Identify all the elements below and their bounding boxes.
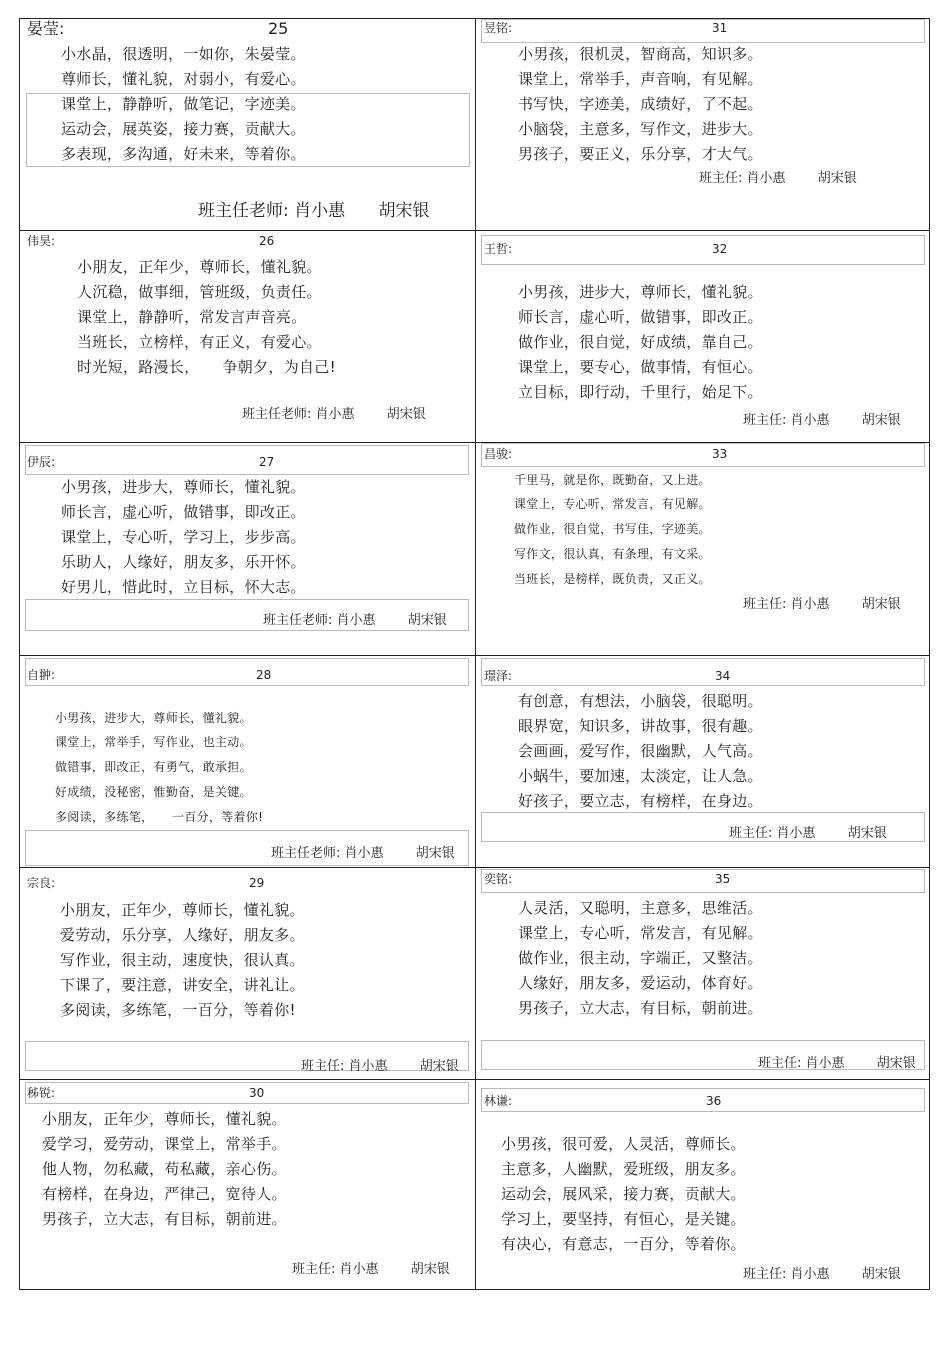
comment-line: 多阅读，多练笔，一百分，等着你!: [60, 1001, 296, 1019]
teacher-name: 肖小惠: [746, 171, 786, 186]
teacher-name: 胡宋银: [861, 413, 901, 428]
comment-card-28: [20, 656, 476, 868]
signature-label: 班主任:: [743, 1267, 787, 1282]
teacher-signature: [743, 593, 901, 612]
comment-line: 好男儿，惜此时，立目标，怀大志。: [61, 578, 306, 596]
comment-line: 小水晶，很透明，一如你，朱晏莹。: [61, 45, 306, 63]
student-name: 自翀:: [27, 668, 56, 682]
student-number: 36: [706, 1094, 722, 1108]
teacher-name: 肖小惠: [336, 613, 376, 628]
signature-label: 班主任老师:: [242, 407, 312, 422]
student-number: 25: [268, 19, 289, 38]
teacher-signature: [743, 409, 901, 428]
comment-line: 运动会，展英姿，接力赛，贡献大。: [61, 120, 306, 138]
comment-line: 运动会，展风采，接力赛，贡献大。: [501, 1185, 746, 1203]
header-box: [25, 658, 469, 686]
student-number: 28: [256, 668, 272, 682]
comment-line: 做作业，很自觉，书写佳，字迹美。: [514, 522, 711, 536]
student-name: 伊辰:: [27, 455, 56, 469]
header-box: [481, 658, 925, 686]
teacher-name: 胡宋银: [415, 846, 455, 861]
comment-line: 课堂上，专心听，常发言，有见解。: [514, 497, 711, 511]
teacher-name: 肖小惠: [790, 597, 830, 612]
comment-line: 人缘好，朋友多，爱运动，体育好。: [518, 974, 763, 992]
student-number: 29: [249, 876, 265, 890]
student-name: 秭锐:: [27, 1086, 56, 1100]
comment-line: 小朋友，正年少，尊师长，懂礼貌。: [60, 901, 305, 919]
student-name: 昱铭:: [484, 21, 513, 35]
student-name: 晏莹:: [27, 19, 65, 38]
teacher-name: 胡宋银: [861, 597, 901, 612]
header-box: [481, 235, 925, 265]
signature-label: 班主任:: [743, 597, 787, 612]
comment-line: 学习上，要坚持，有恒心，是关键。: [501, 1210, 746, 1228]
comment-card-31: [476, 19, 929, 231]
comment-card-30: [20, 1080, 476, 1289]
teacher-signature: [301, 1055, 459, 1074]
comment-card-29: [20, 868, 476, 1080]
student-name: 伟昊:: [27, 234, 56, 248]
signature-label: 班主任老师:: [198, 201, 289, 221]
student-name: 林谦:: [484, 1094, 513, 1108]
teacher-name: 胡宋银: [419, 1059, 459, 1074]
header-box: [25, 445, 469, 475]
comment-line: 师长言，虚心听，做错事，即改正。: [518, 308, 763, 326]
header-box: [481, 1088, 925, 1112]
teacher-name: 胡宋银: [847, 826, 887, 841]
comment-line: 课堂上，静静听，做笔记，字迹美。: [61, 95, 306, 113]
comment-line: 小脑袋，主意多，写作文，进步大。: [518, 120, 763, 138]
header-box: [481, 19, 925, 43]
comment-line: 小蜗牛，要加速，太淡定，让人急。: [518, 767, 763, 785]
signature-label: 班主任:: [743, 413, 787, 428]
teacher-name: 肖小惠: [315, 407, 355, 422]
comment-line: 千里马，就是你，既勤奋，又上进。: [514, 473, 711, 487]
comment-line: 小朋友，正年少，尊师长，懂礼貌。: [42, 1110, 287, 1128]
comment-card-36: [476, 1080, 929, 1289]
student-number: 32: [712, 242, 728, 256]
teacher-signature: [699, 167, 857, 186]
comment-line: 做错事，即改正，有勇气，敢承担。: [55, 760, 252, 774]
comment-line: 好成绩，没秘密，惟勤奋，是关键。: [55, 785, 252, 799]
teacher-signature: [729, 822, 887, 841]
student-name: 宗良:: [27, 876, 56, 890]
comment-line: 男孩子，立大志，有目标，朝前进。: [42, 1210, 287, 1228]
comment-line: 小男孩，很机灵，智商高，知识多。: [518, 45, 763, 63]
teacher-name: 肖小惠: [294, 201, 346, 221]
student-number: 27: [259, 455, 275, 469]
comment-line: 小男孩，进步大，尊师长，懂礼貌。: [518, 283, 763, 301]
comment-line: 爱学习，爱劳动，课堂上，常举手。: [42, 1135, 287, 1153]
teacher-name: 胡宋银: [861, 1267, 901, 1282]
comment-line: 做作业，很自觉，好成绩，靠自己。: [518, 333, 763, 351]
comment-line: 好孩子，要立志，有榜样，在身边。: [518, 792, 763, 810]
comment-line: 男孩子，立大志，有目标，朝前进。: [518, 999, 763, 1017]
comment-line: 课堂上，常举手，声音响，有见解。: [518, 70, 763, 88]
signature-label: 班主任老师:: [271, 846, 341, 861]
comment-card-34: [476, 656, 929, 868]
signature-label: 班主任:: [699, 171, 743, 186]
comment-card-26: [20, 231, 476, 443]
student-number: 34: [715, 669, 731, 683]
comment-line: 会画画，爱写作，很幽默，人气高。: [518, 742, 763, 760]
teacher-signature: [198, 196, 430, 221]
teacher-name: 胡宋银: [378, 201, 430, 221]
comment-card-25: [20, 19, 476, 231]
comment-line: 立目标，即行动，千里行，始足下。: [518, 383, 763, 401]
comment-line: 人沉稳，做事细，管班级，负责任。: [77, 283, 322, 301]
comment-line: 下课了，要注意，讲安全，讲礼让。: [60, 976, 305, 994]
comment-line: 当班长，立榜样，有正义，有爱心。: [77, 333, 322, 351]
comment-line: 师长言，虚心听，做错事，即改正。: [61, 503, 306, 521]
student-number: 35: [715, 872, 731, 886]
comment-line: 多表现，多沟通，好未来，等着你。: [61, 145, 306, 163]
comment-line: 多阅读，多练笔， 一百分，等着你!: [55, 810, 264, 824]
comment-line: 主意多，人幽默，爱班级，朋友多。: [501, 1160, 746, 1178]
comment-line: 课堂上，专心听，学习上，步步高。: [61, 528, 306, 546]
teacher-signature: [743, 1263, 901, 1282]
header-box: [481, 443, 925, 467]
teacher-signature: [242, 403, 426, 422]
comment-card-grid: [19, 18, 930, 1290]
header-box: [25, 1082, 469, 1104]
comment-line: 写作文，很认真，有条理，有文采。: [514, 547, 711, 561]
teacher-name: 胡宋银: [407, 613, 447, 628]
comment-line: 尊师长，懂礼貌，对弱小，有爱心。: [61, 70, 306, 88]
teacher-name: 胡宋银: [410, 1262, 450, 1277]
comment-line: 小朋友，正年少，尊师长，懂礼貌。: [77, 258, 322, 276]
teacher-name: 胡宋银: [876, 1056, 916, 1071]
teacher-name: 肖小惠: [344, 846, 384, 861]
teacher-name: 胡宋银: [817, 171, 857, 186]
comment-line: 男孩子，要正义，乐分享，才大气。: [518, 145, 763, 163]
teacher-name: 肖小惠: [348, 1059, 388, 1074]
signature-label: 班主任:: [301, 1059, 345, 1074]
teacher-name: 肖小惠: [805, 1056, 845, 1071]
teacher-name: 肖小惠: [339, 1262, 379, 1277]
comment-line: 小男孩，很可爱，人灵活，尊师长。: [501, 1135, 746, 1153]
comment-line: 眼界宽，知识多，讲故事，很有趣。: [518, 717, 763, 735]
teacher-name: 肖小惠: [790, 413, 830, 428]
signature-label: 班主任老师:: [263, 613, 333, 628]
comment-card-27: [20, 443, 476, 656]
comment-card-33: [476, 443, 929, 656]
comment-line: 他人物，勿私藏，苟私藏，亲心伤。: [42, 1160, 287, 1178]
student-name: 王哲:: [484, 242, 513, 256]
student-name: 璟泽:: [484, 669, 513, 683]
teacher-name: 肖小惠: [790, 1267, 830, 1282]
comment-line: 课堂上，常举手，写作业，也主动。: [55, 735, 252, 749]
comment-line: 写作业，很主动，速度快，很认真。: [60, 951, 305, 969]
student-number: 30: [249, 1086, 265, 1100]
signature-label: 班主任:: [758, 1056, 802, 1071]
comment-line: 小男孩，进步大，尊师长，懂礼貌。: [61, 478, 306, 496]
comment-card-35: [476, 868, 929, 1080]
comment-line: 当班长，是榜样，既负责，又正义。: [514, 572, 711, 586]
teacher-signature: [292, 1258, 450, 1277]
header-box: [481, 869, 925, 893]
signature-label: 班主任:: [729, 826, 773, 841]
comment-line: 课堂上，静静听，常发言声音亮。: [77, 308, 307, 326]
comment-line: 做作业，很主动，字端正，又整洁。: [518, 949, 763, 967]
teacher-name: 胡宋银: [386, 407, 426, 422]
comment-line: 课堂上，要专心，做事情，有恒心。: [518, 358, 763, 376]
comment-line: 有创意，有想法，小脑袋，很聪明。: [518, 692, 763, 710]
teacher-signature: [263, 609, 447, 628]
teacher-signature: [758, 1052, 916, 1071]
student-name: 奕铭:: [484, 872, 513, 886]
comment-line: 时光短，路漫长， 争朝夕，为自己!: [77, 358, 336, 376]
teacher-signature: [271, 842, 455, 861]
comment-line: 人灵活，又聪明，主意多，思维活。: [518, 899, 763, 917]
comment-line: 乐助人，人缘好，朋友多，乐开怀。: [61, 553, 306, 571]
signature-label: 班主任:: [292, 1262, 336, 1277]
comment-line: 有榜样，在身边，严律己，宽待人。: [42, 1185, 287, 1203]
comment-line: 爱劳动，乐分享，人缘好，朋友多。: [60, 926, 305, 944]
student-number: 31: [712, 21, 728, 35]
student-name: 昌骏:: [484, 447, 513, 461]
student-number: 26: [259, 234, 275, 248]
comment-line: 小男孩，进步大，尊师长，懂礼貌。: [55, 711, 252, 725]
comment-line: 有决心，有意志，一百分，等着你。: [501, 1235, 746, 1253]
student-number: 33: [712, 447, 728, 461]
comment-line: 书写快，字迹美，成绩好，了不起。: [518, 95, 763, 113]
comment-card-32: [476, 231, 929, 443]
comment-line: 课堂上，专心听，常发言，有见解。: [518, 924, 763, 942]
teacher-name: 肖小惠: [776, 826, 816, 841]
